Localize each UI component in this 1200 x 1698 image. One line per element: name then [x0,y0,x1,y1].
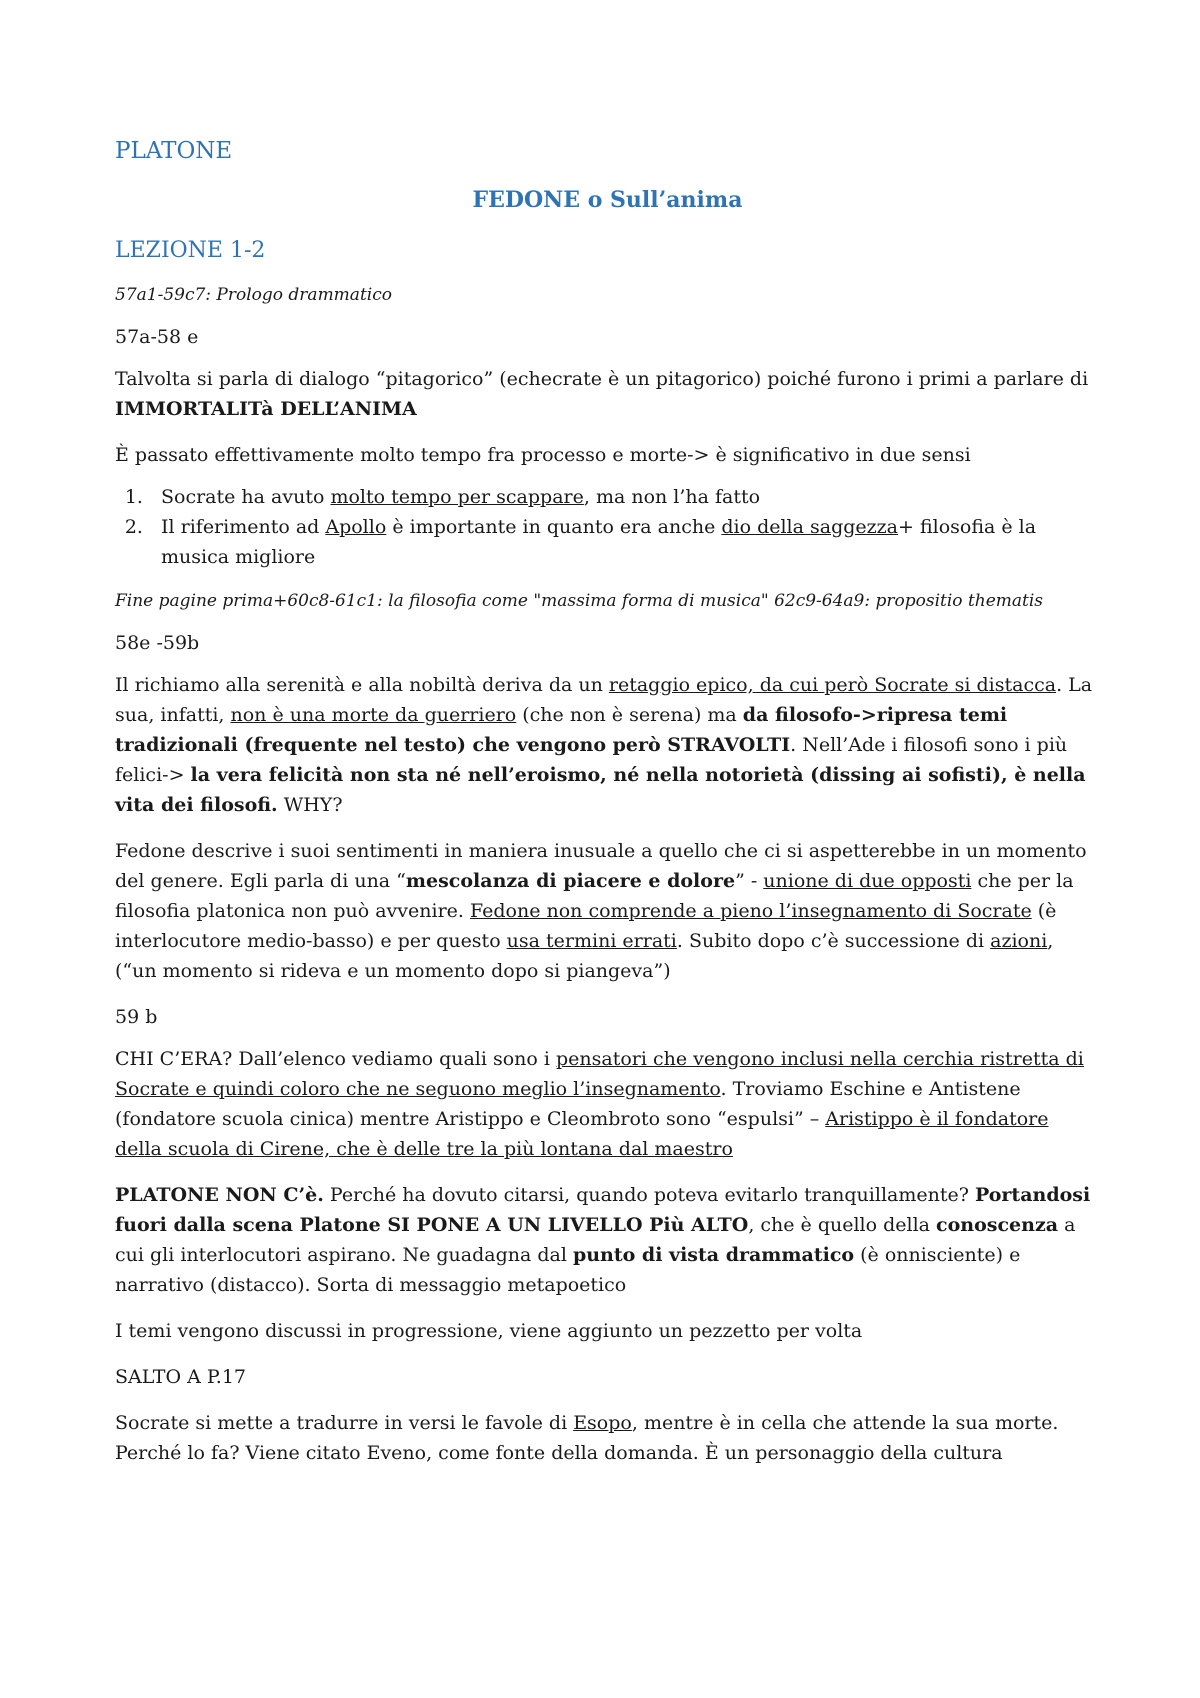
paragraph: I temi vengono discussi in progressione, viene aggiunto un pezzetto per volta [115,1320,863,1342]
paragraph: Talvolta si parla di dialogo “pitagorico” (echecrate è un pitagorico) poiché furono i primi a parlare di IMMORTALITà DELL’ANIMA [115,368,1089,420]
document-page [115,138,1100,1484]
paragraph: Il richiamo alla serenità e alla nobiltà deriva da un retaggio epico, da cui però Socrate si distacca. La sua, infatti, non è una morte da guerriero (che non è serena) ma da filosofo->ripresa temi tradizionali (frequente nel testo) che vengono però STRAVOLTI. Nell’Ade i filosofi sono i più felici-> la vera felicità non sta né nell’eroismo, né nella notorietà (dissing ai sofisti), è nella vita dei filosofi. WHY? [115,674,1093,816]
work-title: FEDONE o Sull’anima [472,187,743,213]
author-heading: PLATONE [115,138,233,164]
passage-ref: 58e -59b [115,632,200,654]
lesson-heading: LEZIONE 1-2 [115,238,266,263]
paragraph: PLATONE NON C’è. Perché ha dovuto citarsi, quando poteva evitarlo tranquillamente? Portandosi fuori dalla scena Platone SI PONE A UN LIVELLO Più ALTO, che è quello della conoscenza a cui gli interlocutori aspirano. Ne guadagna dal punto di vista drammatico (è onnisciente) e narrativo (distacco). Sorta di messaggio metapoetico [115,1184,1091,1296]
list-item: 2. Il riferimento ad Apollo è importante in quanto era anche dio della saggezza+ filosofia è la musica migliore [149,512,1100,572]
paragraph: CHI C’ERA? Dall’elenco vediamo quali sono i pensatori che vengono inclusi nella cerchia ristretta di Socrate e quindi coloro che ne seguono meglio l’insegnamento. Troviamo Eschine e Antistene (fondatore scuola cinica) mentre Aristippo e Cleombroto sono “espulsi” – Aristippo è il fondatore della scuola di Cirene, che è delle tre la più lontana dal maestro [115,1048,1084,1160]
numbered-list [115,482,1100,572]
section-heading-filosofia: Fine pagine prima+60c8-61c1: la filosofia come "massima forma di musica" 62c9-64a9: propositio thematis [115,591,1044,611]
paragraph: È passato effettivamente molto tempo fra processo e morte-> è significativo in due sensi [115,444,971,466]
paragraph: Fedone descrive i suoi sentimenti in maniera inusuale a quello che ci si aspetterebbe in un momento del genere. Egli parla di una “mescolanza di piacere e dolore” - unione di due opposti che per la filosofia platonica non può avvenire. Fedone non comprende a pieno l’insegnamento di Socrate (è interlocutore medio-basso) e per questo usa termini errati. Subito dopo c’è successione di azioni, (“un momento si rideva e un momento dopo si piangeva”) [115,840,1087,982]
list-item: 1. Socrate ha avuto molto tempo per scappare, ma non l’ha fatto [149,482,1100,512]
passage-ref: 57a-58 e [115,326,199,348]
paragraph: SALTO A P.17 [115,1366,247,1388]
section-heading-prologo: 57a1-59c7: Prologo drammatico [115,285,392,305]
paragraph: Socrate si mette a tradurre in versi le favole di Esopo, mentre è in cella che attende la sua morte. Perché lo fa? Viene citato Eveno, come fonte della domanda. È un personaggio della cultura [115,1412,1059,1464]
passage-ref: 59 b [115,1006,158,1028]
